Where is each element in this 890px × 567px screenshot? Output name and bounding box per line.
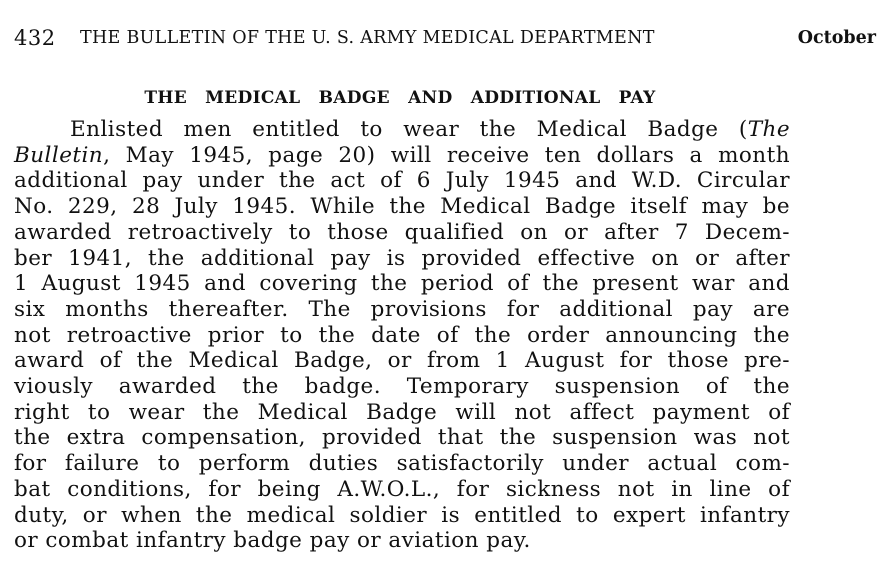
journal-title: THE BULLETIN OF THE U. S. ARMY MEDICAL DEPARTMENT bbox=[80, 28, 655, 48]
body-line: awarded retroactively to those qualified on or after 7 Decem- bbox=[14, 219, 790, 245]
body-line: 1 August 1945 and covering the period of the present war and bbox=[14, 271, 790, 297]
journal-reference: The bbox=[747, 117, 790, 142]
body-line: No. 229, 28 July 1945. While the Medical Badge itself may be bbox=[14, 194, 790, 220]
page-number: 432 bbox=[14, 26, 56, 50]
body-line: for failure to perform duties satisfactorily under actual com- bbox=[14, 451, 790, 477]
body-line: right to wear the Medical Badge will not affect payment of bbox=[14, 399, 790, 425]
journal-reference: Bulletin bbox=[14, 142, 104, 168]
body-line: six months thereafter. The provisions for additional pay are bbox=[14, 296, 790, 322]
body-line: viously awarded the badge. Temporary suspension of the bbox=[14, 374, 790, 400]
issue-month: October bbox=[797, 28, 876, 48]
article-body bbox=[14, 117, 790, 554]
body-line: duty, or when the medical soldier is entitled to expert infantry bbox=[14, 502, 790, 528]
body-line: or combat infantry badge pay or aviation pay. bbox=[14, 528, 531, 554]
body-line: bat conditions, for being A.W.O.L., for sickness not in line of bbox=[14, 476, 790, 502]
body-line: ber 1941, the additional pay is provided effective on or after bbox=[14, 245, 790, 271]
body-line: not retroactive prior to the date of the order announcing the bbox=[14, 322, 790, 348]
body-line: Enlisted men entitled to wear the Medical Badge (The bbox=[70, 117, 790, 142]
body-line: Bulletin, May 1945, page 20) will receive ten dollars a month bbox=[14, 142, 790, 168]
body-line: award of the Medical Badge, or from 1 August for those pre- bbox=[14, 348, 790, 374]
article-title: THE MEDICAL BADGE AND ADDITIONAL PAY bbox=[144, 88, 656, 108]
running-head bbox=[14, 24, 876, 54]
body-line: the extra compensation, provided that the suspension was not bbox=[14, 425, 790, 451]
body-line: additional pay under the act of 6 July 1945 and W.D. Circular bbox=[14, 168, 790, 194]
